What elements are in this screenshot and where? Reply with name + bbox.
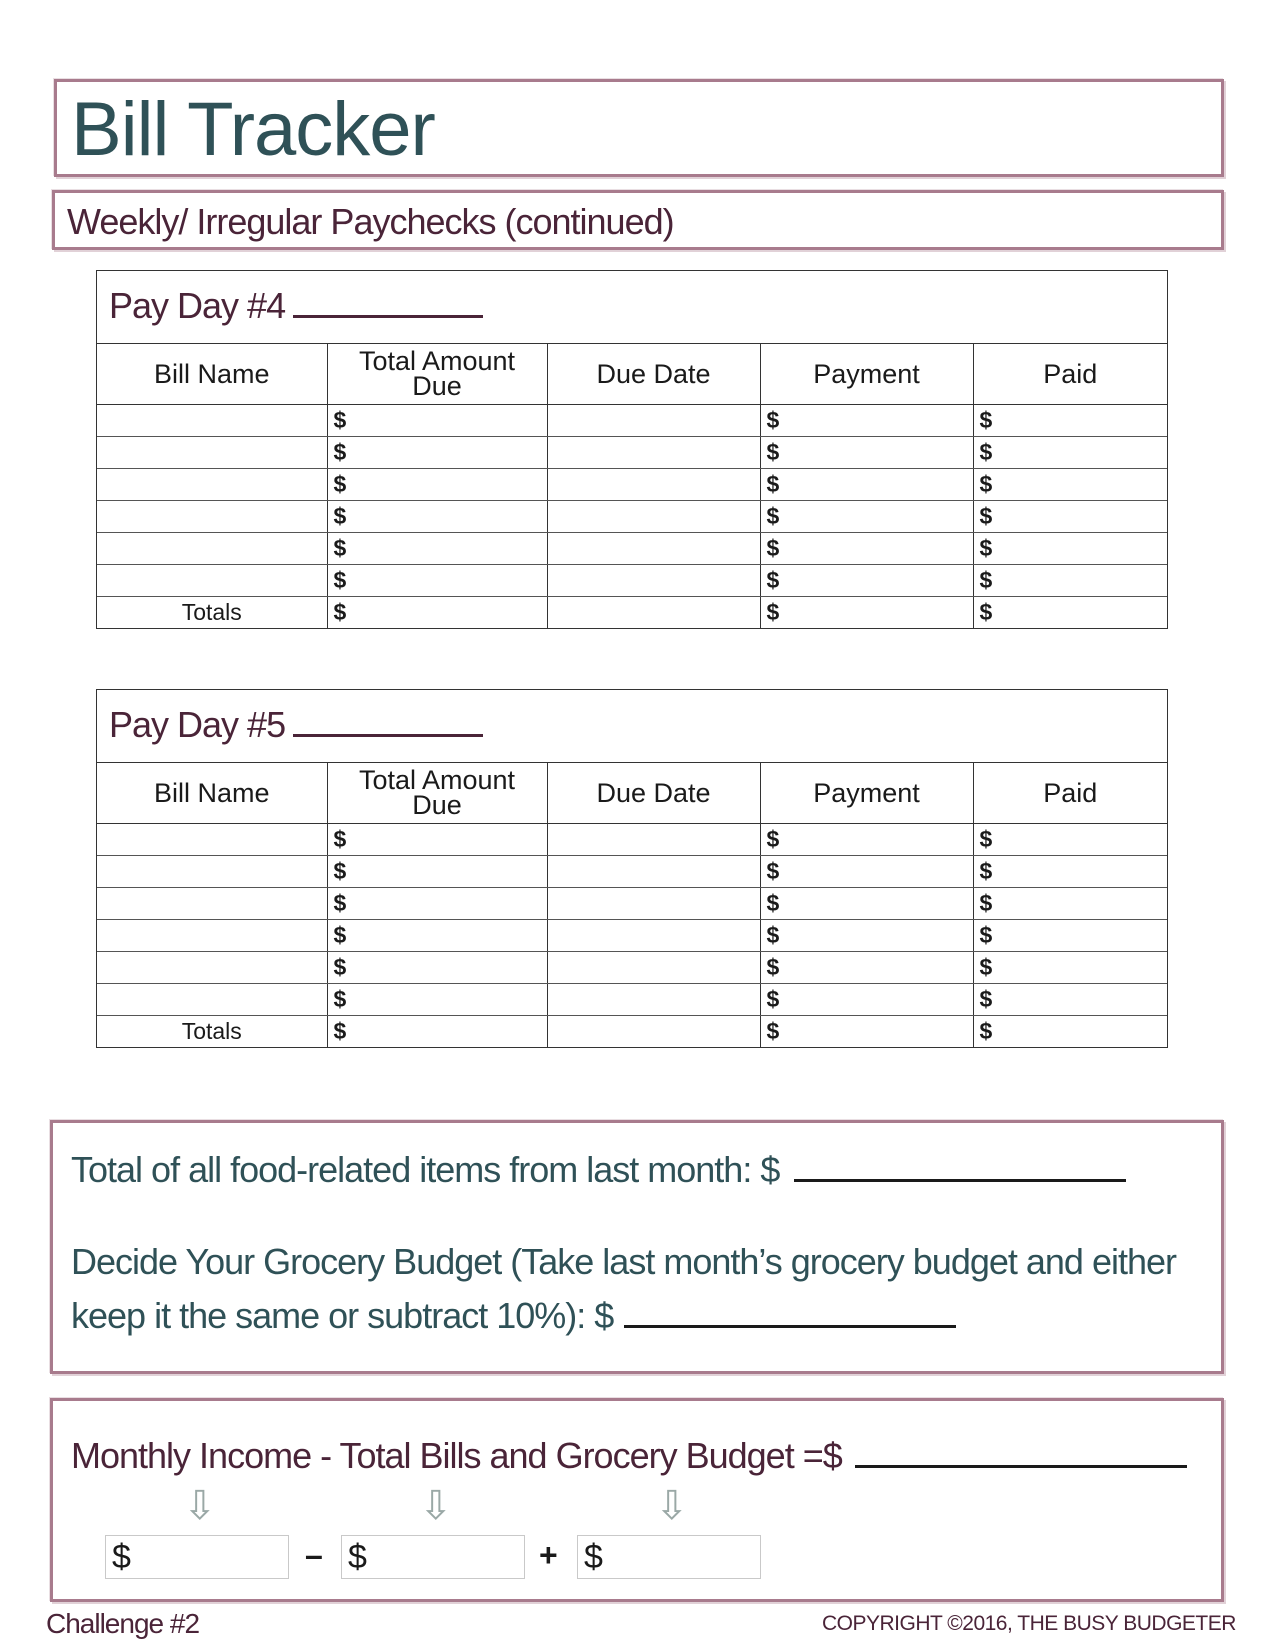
due-date-cell[interactable]	[547, 565, 760, 597]
grocery-budget-input[interactable]: $	[577, 1535, 761, 1579]
table-row	[97, 920, 1167, 952]
due-date-cell[interactable]	[547, 437, 760, 469]
paid-cell[interactable]: $	[973, 565, 1167, 597]
amount-due-cell[interactable]: $	[327, 920, 547, 952]
col-total-amount-due: Total Amount Due	[327, 344, 547, 405]
table-header-row	[97, 763, 1167, 824]
payment-cell[interactable]: $	[760, 1016, 973, 1048]
paid-cell[interactable]: $	[973, 888, 1167, 920]
page-subtitle: Weekly/ Irregular Paychecks (continued)	[67, 201, 674, 242]
payment-cell[interactable]: $	[760, 920, 973, 952]
amount-due-cell[interactable]: $	[327, 405, 547, 437]
payment-cell[interactable]: $	[760, 565, 973, 597]
due-date-cell[interactable]	[547, 920, 760, 952]
due-date-cell[interactable]	[547, 856, 760, 888]
grocery-budget-line-1: Decide Your Grocery Budget (Take last month’s grocery budget and either	[71, 1241, 1177, 1282]
payment-cell[interactable]: $	[760, 952, 973, 984]
amount-due-cell[interactable]: $	[327, 597, 547, 629]
due-date-cell[interactable]	[547, 501, 760, 533]
monthly-income-box	[50, 1398, 1224, 1602]
bill-name-cell[interactable]	[97, 984, 327, 1016]
paid-cell[interactable]: $	[973, 856, 1167, 888]
income-formula-label: Monthly Income - Total Bills and Grocery Budget =$	[71, 1435, 842, 1476]
paid-cell[interactable]: $	[973, 405, 1167, 437]
due-date-cell[interactable]	[547, 888, 760, 920]
payday-header	[97, 271, 1167, 344]
down-arrow-icon: ⇩	[183, 1484, 217, 1528]
bills-table	[97, 344, 1167, 628]
bill-name-cell[interactable]	[97, 952, 327, 984]
amount-due-cell[interactable]: $	[327, 824, 547, 856]
col-due-date: Due Date	[547, 344, 760, 405]
table-row	[97, 984, 1167, 1016]
due-date-cell[interactable]	[547, 984, 760, 1016]
amount-due-cell[interactable]: $	[327, 888, 547, 920]
totals-row	[97, 1016, 1167, 1048]
minus-operator: –	[305, 1537, 323, 1573]
bill-name-cell[interactable]	[97, 437, 327, 469]
table-row	[97, 888, 1167, 920]
due-date-cell[interactable]	[547, 1016, 760, 1048]
col-due-date: Due Date	[547, 763, 760, 824]
paid-cell[interactable]: $	[973, 984, 1167, 1016]
bills-table	[97, 763, 1167, 1047]
food-total-field[interactable]	[794, 1178, 1126, 1182]
subtitle-box	[52, 190, 1224, 250]
totals-label: Totals	[97, 1016, 327, 1048]
payment-cell[interactable]: $	[760, 469, 973, 501]
plus-operator: +	[539, 1537, 558, 1573]
col-paid: Paid	[973, 763, 1167, 824]
monthly-income-input[interactable]: $	[105, 1535, 289, 1579]
col-payment: Payment	[760, 763, 973, 824]
payday-date-field[interactable]	[293, 733, 483, 737]
table-row	[97, 824, 1167, 856]
grocery-budget-label: keep it the same or subtract 10%): $	[71, 1295, 614, 1336]
grocery-budget-box	[50, 1120, 1224, 1374]
amount-due-cell[interactable]: $	[327, 437, 547, 469]
amount-due-cell[interactable]: $	[327, 856, 547, 888]
paid-cell[interactable]: $	[973, 824, 1167, 856]
bill-name-cell[interactable]	[97, 856, 327, 888]
payment-cell[interactable]: $	[760, 437, 973, 469]
amount-due-cell[interactable]: $	[327, 469, 547, 501]
col-bill-name: Bill Name	[97, 344, 327, 405]
amount-due-cell[interactable]: $	[327, 1016, 547, 1048]
income-formula-line	[71, 1435, 1187, 1477]
payday-label: Pay Day #5	[109, 704, 483, 746]
paid-cell[interactable]: $	[973, 533, 1167, 565]
totals-label: Totals	[97, 597, 327, 629]
payment-cell[interactable]: $	[760, 856, 973, 888]
paid-cell[interactable]: $	[973, 501, 1167, 533]
table-row	[97, 501, 1167, 533]
payment-cell[interactable]: $	[760, 405, 973, 437]
payday-date-field[interactable]	[293, 314, 483, 318]
payment-cell[interactable]: $	[760, 501, 973, 533]
income-result-field[interactable]	[855, 1464, 1187, 1468]
down-arrow-icon: ⇩	[655, 1484, 689, 1528]
challenge-label: Challenge #2	[46, 1608, 200, 1639]
payment-cell[interactable]: $	[760, 533, 973, 565]
due-date-cell[interactable]	[547, 405, 760, 437]
due-date-cell[interactable]	[547, 824, 760, 856]
amount-due-cell[interactable]: $	[327, 984, 547, 1016]
page-title: Bill Tracker	[71, 87, 435, 172]
col-payment: Payment	[760, 344, 973, 405]
table-row	[97, 469, 1167, 501]
bill-name-cell[interactable]	[97, 469, 327, 501]
payday-4-table	[96, 270, 1168, 629]
amount-due-cell[interactable]: $	[327, 533, 547, 565]
bill-name-cell[interactable]	[97, 565, 327, 597]
copyright-notice: COPYRIGHT ©2016, THE BUSY BUDGETER	[822, 1612, 1236, 1635]
amount-due-cell[interactable]: $	[327, 952, 547, 984]
title-box	[54, 79, 1224, 177]
bill-name-cell[interactable]	[97, 533, 327, 565]
bill-name-cell[interactable]	[97, 405, 327, 437]
payment-cell[interactable]: $	[760, 984, 973, 1016]
paid-cell[interactable]: $	[979, 1018, 993, 1044]
due-date-cell[interactable]	[547, 469, 760, 501]
col-paid: Paid	[973, 344, 1167, 405]
food-total-line	[71, 1149, 1126, 1191]
payment-cell[interactable]: $	[760, 824, 973, 856]
payment-cell[interactable]: $	[760, 597, 973, 629]
table-row	[97, 565, 1167, 597]
paid-cell[interactable]: $	[973, 952, 1167, 984]
amount-due-cell[interactable]: $	[327, 501, 547, 533]
paid-cell[interactable]: $	[979, 599, 993, 625]
bill-name-cell[interactable]	[97, 888, 327, 920]
down-arrow-icon: ⇩	[419, 1484, 453, 1528]
payday-label: Pay Day #4	[109, 285, 483, 327]
payday-5-table	[96, 689, 1168, 1048]
table-row	[97, 952, 1167, 984]
payment-cell[interactable]: $	[760, 888, 973, 920]
bill-name-cell[interactable]	[97, 824, 327, 856]
total-bills-input[interactable]: $	[341, 1535, 525, 1579]
col-bill-name: Bill Name	[97, 763, 327, 824]
paid-cell[interactable]: $	[973, 920, 1167, 952]
amount-due-cell[interactable]: $	[327, 565, 547, 597]
table-row	[97, 533, 1167, 565]
table-row	[97, 437, 1167, 469]
bill-name-cell[interactable]	[97, 920, 327, 952]
col-total-amount-due: Total Amount Due	[327, 763, 547, 824]
due-date-cell[interactable]	[547, 952, 760, 984]
table-row	[97, 856, 1167, 888]
food-total-label: Total of all food-related items from last month: $	[71, 1149, 780, 1190]
totals-row	[97, 597, 1167, 629]
grocery-budget-line-2	[71, 1295, 956, 1337]
due-date-cell[interactable]	[547, 533, 760, 565]
table-header-row	[97, 344, 1167, 405]
paid-cell[interactable]: $	[973, 469, 1167, 501]
grocery-budget-field[interactable]	[624, 1324, 956, 1328]
paid-cell[interactable]: $	[973, 437, 1167, 469]
table-row	[97, 405, 1167, 437]
due-date-cell[interactable]	[547, 597, 760, 629]
bill-name-cell[interactable]	[97, 501, 327, 533]
payday-header	[97, 690, 1167, 763]
